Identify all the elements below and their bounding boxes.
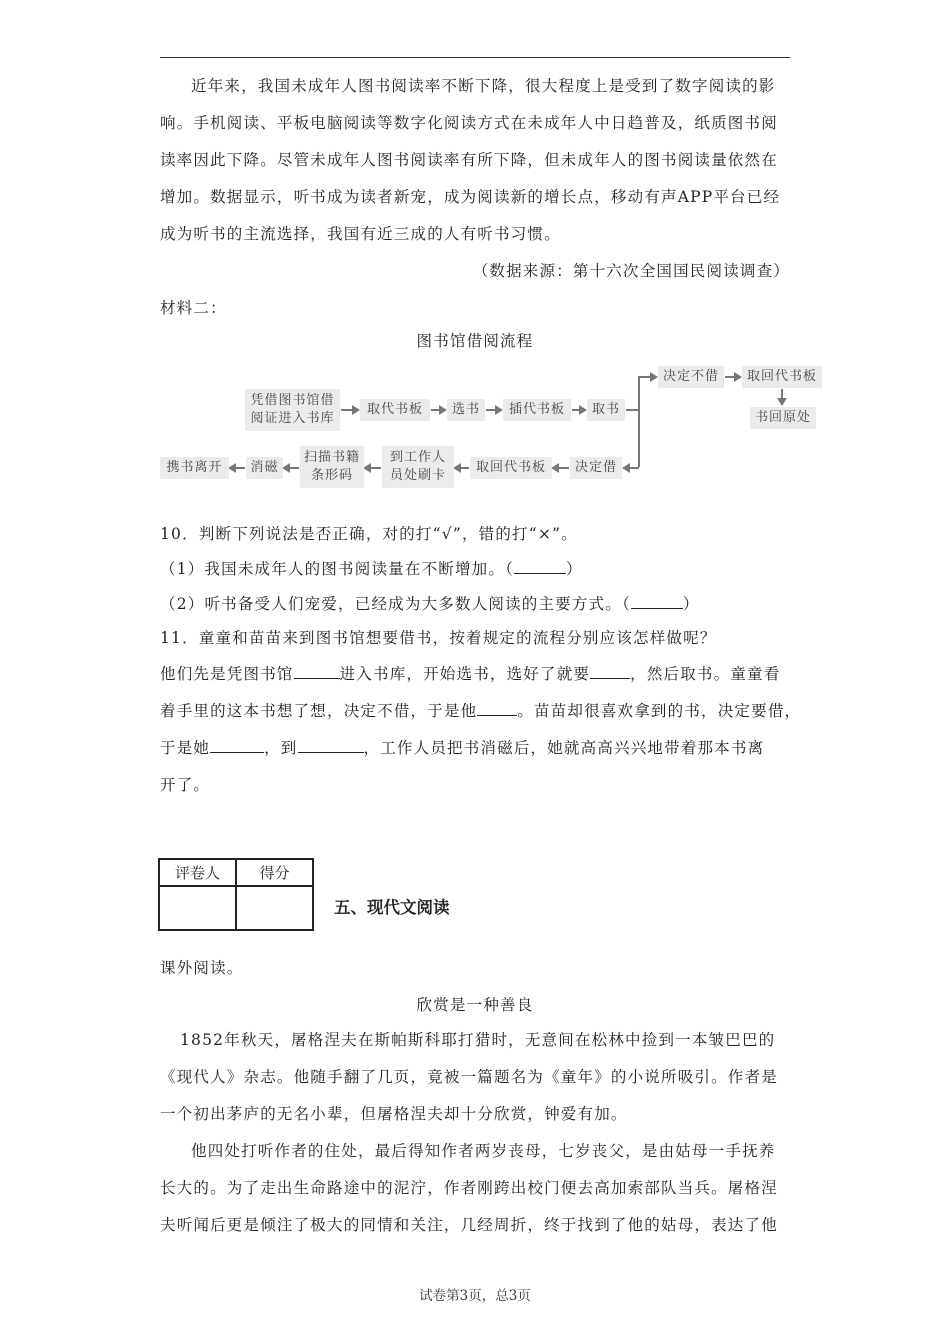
node-text: 条形码 xyxy=(310,468,353,483)
flowchart-title: 图书馆借阅流程 xyxy=(416,332,534,350)
header-rule xyxy=(160,57,790,58)
question-11-line: 开了。 xyxy=(160,776,211,794)
answer-blank[interactable] xyxy=(631,607,683,609)
item-text: ） xyxy=(682,595,700,613)
answer-blank[interactable] xyxy=(294,677,340,679)
node-take-board: 取代书板 xyxy=(360,399,430,421)
arrow-right xyxy=(431,409,445,411)
arrow-left xyxy=(284,467,299,469)
node-decide-borrow: 决定借 xyxy=(570,457,622,479)
node-retrieve-board: 取回代书板 xyxy=(470,457,552,479)
page-footer: 试卷第3页，总3页 xyxy=(419,1288,531,1304)
item-text: （1）我国未成年人的图书阅读量在不断增加。（ xyxy=(160,560,515,578)
node-take-book: 取书 xyxy=(587,399,625,421)
text: 他们先是凭图书馆 xyxy=(160,665,294,683)
paragraph-line: 读率因此下降。尽管未成年人图书阅读率有所下降，但未成年人的图书阅读量依然在 xyxy=(160,151,778,169)
answer-blank[interactable] xyxy=(477,714,517,716)
section-title: 五、现代文阅读 xyxy=(334,898,450,917)
node-text: 阅证进入书库 xyxy=(250,411,335,426)
arrow-left xyxy=(624,467,639,469)
node-text: 凭借图书馆借 xyxy=(250,393,335,408)
question-10-stem: 10．判断下列说法是否正确，对的打“√”，错的打“×”。 xyxy=(160,525,578,543)
question-10-item-1 xyxy=(160,551,790,588)
text: ，工作人员把书消磁后，她就高高兴兴地带着那本书离 xyxy=(363,739,765,757)
text: 进入书库，开始选书，选好了就要 xyxy=(339,665,591,683)
question-11-line xyxy=(160,730,790,767)
node-text: 到工作人 xyxy=(389,450,446,465)
node-select-book: 选书 xyxy=(447,399,485,421)
paragraph-line: 成为听书的主流选择，我国有近三成的人有听书习惯。 xyxy=(160,225,561,243)
question-10-item-2 xyxy=(160,586,790,623)
question-11-line xyxy=(160,656,790,693)
node-text: 员处刷卡 xyxy=(389,468,446,483)
text: ，然后取书。童童看 xyxy=(630,665,781,683)
arrow-left xyxy=(553,467,569,469)
question-11-stem: 11．童童和苗苗来到图书馆想要借书，按着规定的流程分别应该怎样做呢？ xyxy=(160,629,717,647)
node-decide-not-borrow: 决定不借 xyxy=(658,366,724,388)
data-source: （数据来源：第十六次全国国民阅读调查） xyxy=(472,262,790,280)
arrow-right xyxy=(341,409,358,411)
node-return-book: 书回原处 xyxy=(750,407,816,429)
text: 于是她 xyxy=(160,739,211,757)
article-line: 1852年秋天，屠格涅夫在斯帕斯科耶打猎时，无意间在松林中捡到一本皱巴巴的 xyxy=(180,1031,776,1049)
score-table xyxy=(158,858,314,931)
reviewer-header: 评卷人 xyxy=(159,859,236,886)
article-line: 长大的。为了走出生命路途中的泥泞，作者刚跨出校门便去高加索部队当兵。屠格涅 xyxy=(160,1179,778,1197)
node-insert-board: 插代书板 xyxy=(503,399,571,421)
paragraph-line: 增加。数据显示，听书成为读者新宠，成为阅读新的增长点，移动有声APP平台已经 xyxy=(160,188,781,206)
arrow-right xyxy=(639,376,656,378)
arrow-right xyxy=(725,376,740,378)
answer-blank[interactable] xyxy=(298,751,364,753)
item-text: （2）听书备受人们宠爱，已经成为大多数人阅读的主要方式。（ xyxy=(160,595,631,613)
text: 着手里的这本书想了想，决定不借，于是他 xyxy=(160,702,478,720)
paragraph-line: 近年来，我国未成年人图书阅读率不断下降，很大程度上是受到了数字阅读的影 xyxy=(191,77,776,95)
node-leave: 携书离开 xyxy=(160,457,229,479)
score-header: 得分 xyxy=(236,859,313,886)
article-line: 一个初出茅庐的无名小辈，但屠格涅夫却十分欣赏，钟爱有加。 xyxy=(160,1105,628,1123)
arrow-right xyxy=(572,409,585,411)
paragraph-line: 响。手机阅读、平板电脑阅读等数字化阅读方式在未成年人中日趋普及，纸质图书阅 xyxy=(160,114,778,132)
article-line: 《现代人》杂志。他随手翻了几页，竟被一篇题名为《童年》的小说所吸引。作者是 xyxy=(160,1068,778,1086)
arrow-left xyxy=(455,467,469,469)
answer-blank[interactable] xyxy=(590,677,630,679)
answer-blank[interactable] xyxy=(514,572,566,574)
arrow-left xyxy=(230,467,245,469)
arrow-down xyxy=(781,389,783,404)
reviewer-cell[interactable] xyxy=(159,886,236,930)
article-title: 欣赏是一种善良 xyxy=(416,996,534,1014)
article-line: 夫听闻后更是倾注了极大的同情和关注，几经周折，终于找到了他的姑母，表达了他 xyxy=(160,1216,778,1234)
article-line: 他四处打听作者的住处，最后得知作者两岁丧母，七岁丧父，是由姑母一手抚养 xyxy=(191,1142,776,1160)
text: ，到 xyxy=(264,739,298,757)
node-demagnetize: 消磁 xyxy=(246,457,283,479)
node-staff-swipe xyxy=(382,446,454,488)
branch-line xyxy=(638,376,640,467)
node-enter-library xyxy=(245,389,340,431)
text: 。苗苗却很喜欢拿到的书，决定要借， xyxy=(517,702,802,720)
answer-blank[interactable] xyxy=(210,751,264,753)
node-scan-barcode xyxy=(300,446,364,488)
item-text: ） xyxy=(566,560,583,578)
material-two-label: 材料二： xyxy=(160,299,227,317)
reading-intro: 课外阅读。 xyxy=(160,959,244,977)
question-11-line xyxy=(160,693,802,730)
node-retrieve-board: 取回代书板 xyxy=(742,366,822,388)
arrow-right xyxy=(486,409,501,411)
score-cell[interactable] xyxy=(236,886,313,930)
arrow-left xyxy=(365,467,381,469)
node-text: 扫描书籍 xyxy=(303,450,360,465)
